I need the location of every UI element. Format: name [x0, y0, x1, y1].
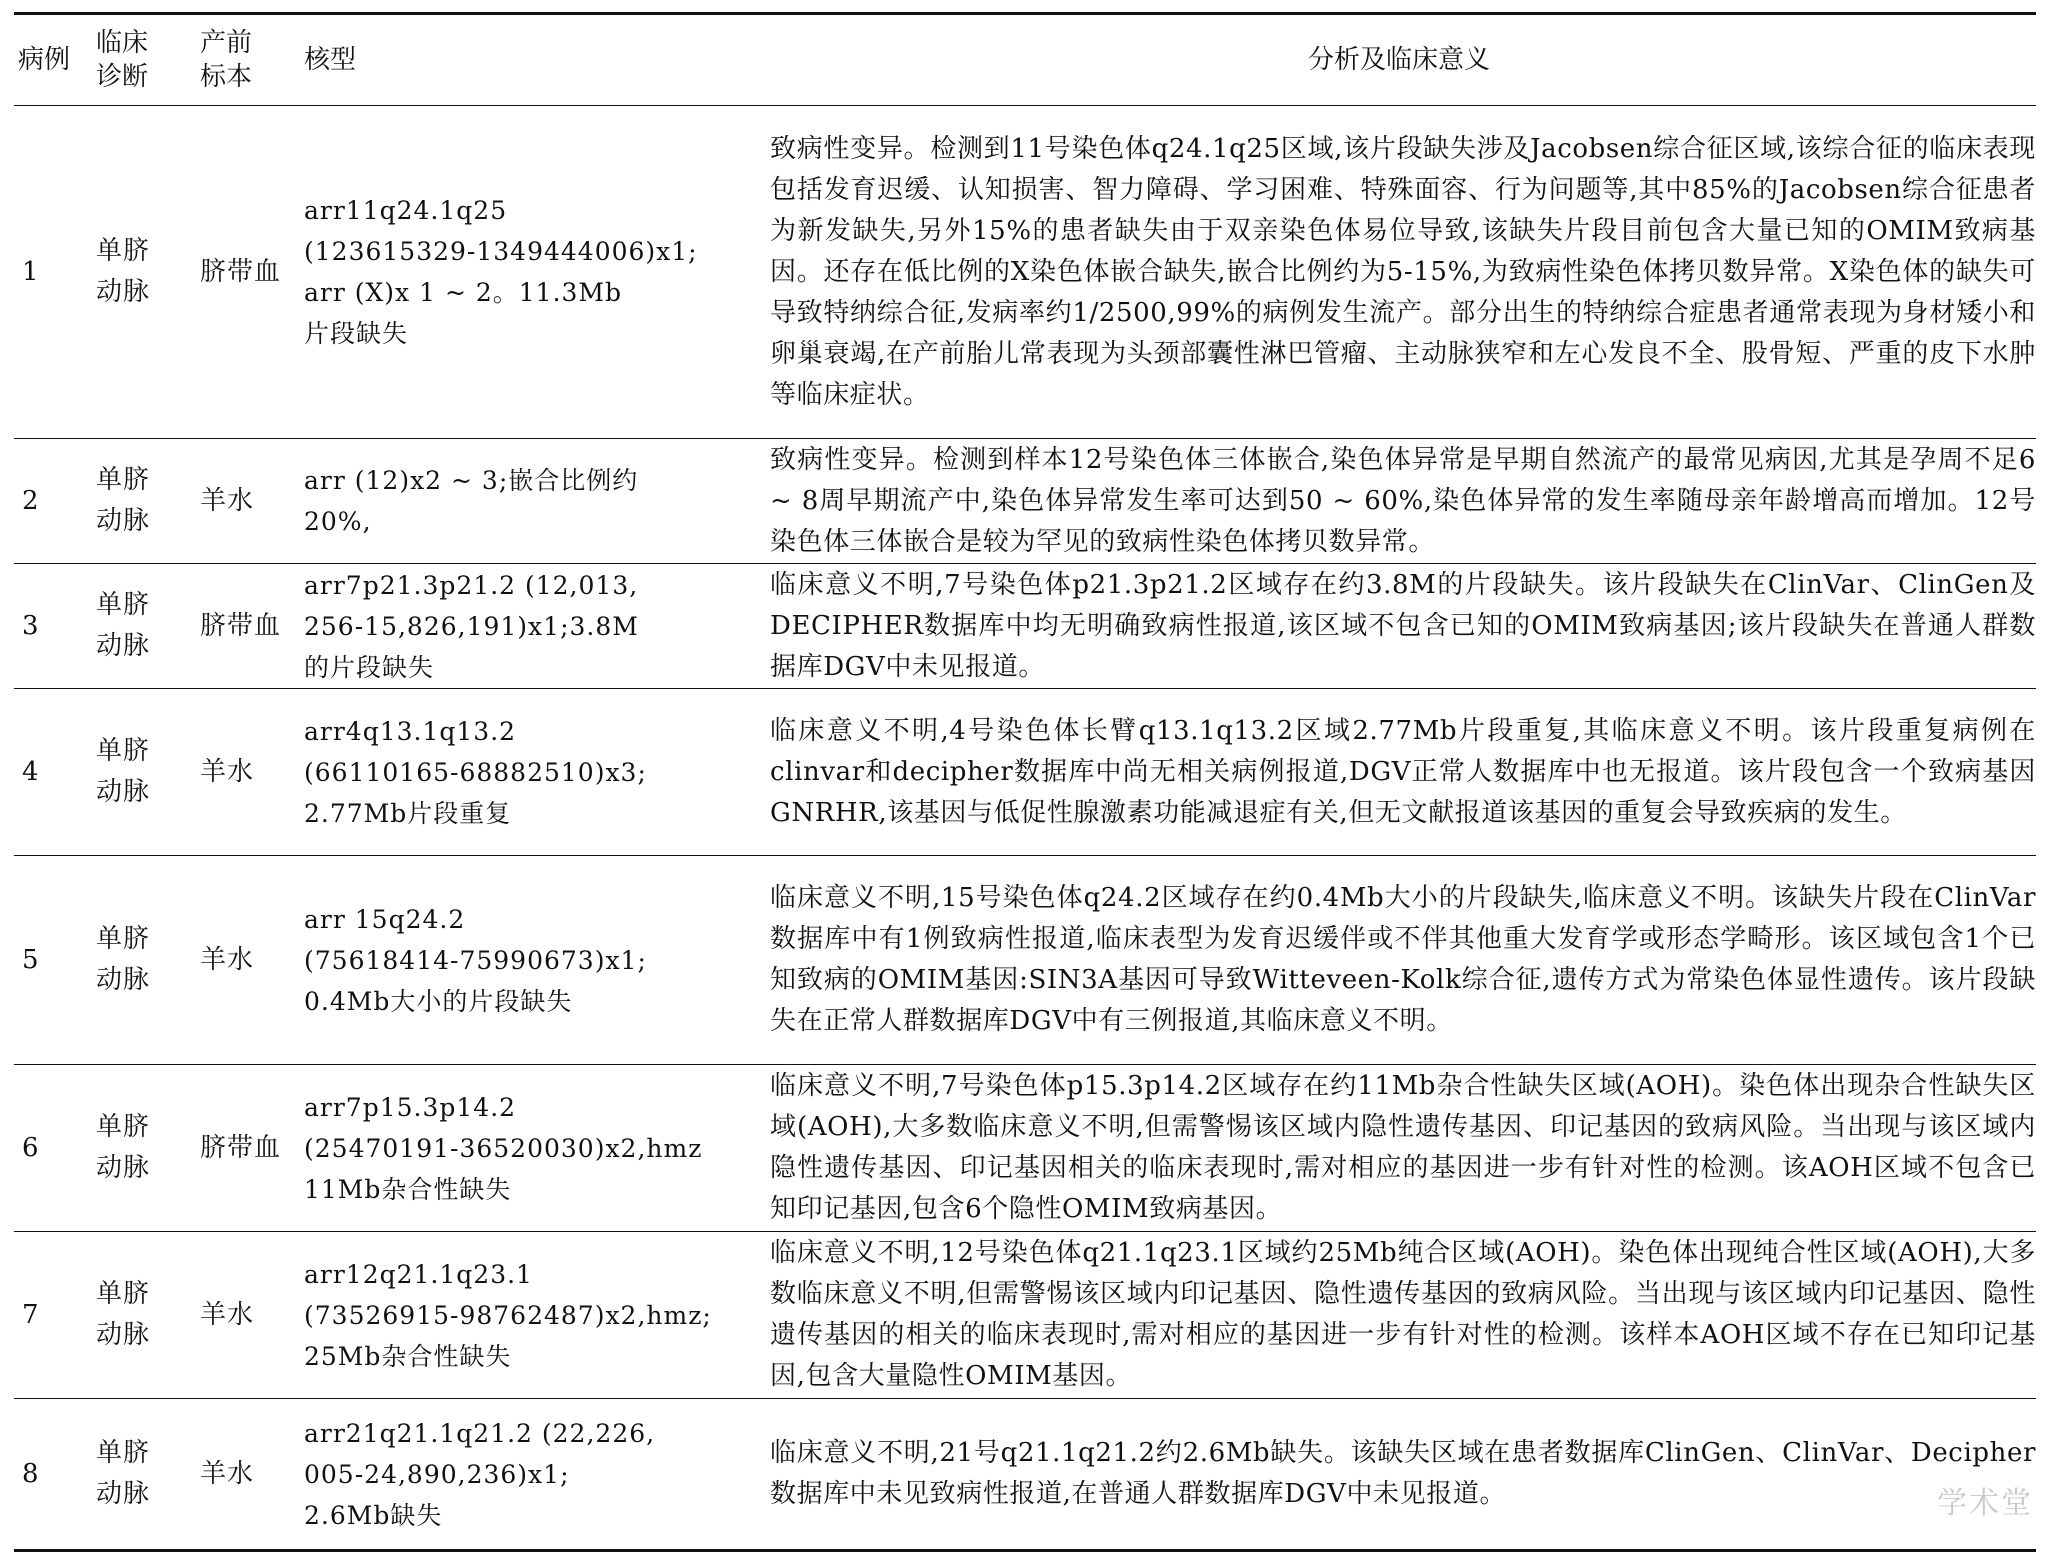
- table-row: [14, 1399, 2036, 1551]
- header-karyotype: 核型: [304, 45, 357, 75]
- header-specimen: 产前 标本: [200, 28, 253, 92]
- table-row: [14, 1065, 2036, 1232]
- cell-case: 5: [22, 944, 39, 975]
- cell-analysis: 致病性变异。检测到11号染色体q24.1q25区域,该片段缺失涉及Jacobsen综合征区域,该综合征的临床表现包括发育迟缓、认知损害、智力障碍、学习困难、特殊面容、行为问题等,其中85%的Jacobsen综合征患者为新发缺失,另外15%的患者缺失由于双亲染色体易位导致,该缺失片段目前包含大量已知的OMIM致病基因。还存在低比例的X染色体嵌合缺失,嵌合比例约为5-15%,为致病性染色体拷贝数异常。X染色体的缺失可导致特纳综合征,发病率约1/2500,99%的病例发生流产。部分出生的特纳综合症患者通常表现为身材矮小和卵巢衰竭,在产前胎儿常表现为头颈部囊性淋巴管瘤、主动脉狭窄和左心发良不全、股骨短、严重的皮下水肿等临床症状。: [770, 133, 2036, 410]
- cell-diagnosis: 单脐 动脉: [96, 465, 151, 536]
- table-row: [14, 564, 2036, 689]
- table-row: [14, 856, 2036, 1065]
- cell-case: 7: [22, 1299, 39, 1330]
- table-row: [14, 1232, 2036, 1399]
- table-row: [14, 106, 2036, 439]
- cell-karyotype: arr7p21.3p21.2 (12,013, 256-15,826,191)x1;3.8M 的片段缺失: [304, 570, 639, 682]
- table-row: [14, 439, 2036, 564]
- cell-case: 8: [22, 1458, 39, 1489]
- cell-specimen: 脐带血: [200, 256, 282, 287]
- table-container: [14, 12, 2036, 1552]
- header-row: [14, 14, 2036, 106]
- cell-specimen: 脐带血: [200, 1132, 282, 1163]
- cell-karyotype: arr 15q24.2 (75618414-75990673)x1; 0.4Mb大小的片段缺失: [304, 904, 647, 1016]
- header-diagnosis: 临床 诊断: [96, 28, 149, 92]
- header-analysis: 分析及临床意义: [1307, 45, 1490, 75]
- cell-diagnosis: 单脐 动脉: [96, 736, 151, 807]
- cell-case: 3: [22, 610, 39, 641]
- cell-diagnosis: 单脐 动脉: [96, 236, 151, 307]
- table-body: [14, 106, 2036, 1551]
- cell-diagnosis: 单脐 动脉: [96, 1279, 151, 1350]
- table-row: [14, 689, 2036, 856]
- results-table: [14, 12, 2036, 1552]
- cell-diagnosis: 单脐 动脉: [96, 1112, 151, 1183]
- cell-case: 4: [22, 756, 39, 787]
- cell-karyotype: arr7p15.3p14.2 (25470191-36520030)x2,hmz 11Mb杂合性缺失: [304, 1092, 703, 1204]
- cell-diagnosis: 单脐 动脉: [96, 1438, 151, 1509]
- cell-diagnosis: 单脐 动脉: [96, 924, 151, 995]
- cell-analysis: 临床意义不明,7号染色体p21.3p21.2区域存在约3.8M的片段缺失。该片段缺失在ClinVar、ClinGen及DECIPHER数据库中均无明确致病性报道,该区域不包含已知的OMIM致病基因;该片段缺失在普通人群数据库DGV中未见报道。: [770, 569, 2036, 682]
- table-header: [14, 14, 2036, 106]
- cell-karyotype: arr12q21.1q23.1 (73526915-98762487)x2,hmz; 25Mb杂合性缺失: [304, 1259, 712, 1371]
- cell-analysis: 临床意义不明,12号染色体q21.1q23.1区域约25Mb纯合区域(AOH)。染色体出现纯合性区域(AOH),大多数临床意义不明,但需警惕该区域内印记基因、隐性遗传基因的致病风险。当出现与该区域内印记基因、隐性遗传基因的相关的临床表现时,需对相应的基因进一步有针对性的检测。该样本AOH区域不存在已知印记基因,包含大量隐性OMIM基因。: [770, 1238, 2036, 1391]
- cell-karyotype: arr4q13.1q13.2 (66110165-68882510)x3; 2.77Mb片段重复: [304, 716, 647, 828]
- cell-specimen: 羊水: [200, 944, 255, 975]
- cell-analysis: 临床意义不明,15号染色体q24.2区域存在约0.4Mb大小的片段缺失,临床意义不明。该缺失片段在ClinVar数据库中有1例致病性报道,临床表型为发育迟缓伴或不伴其他重大发育学或形态学畸形。该区域包含1个已知致病的OMIM基因:SIN3A基因可导致Witteveen-Kolk综合征,遗传方式为常染色体显性遗传。该片段缺失在正常人群数据库DGV中有三例报道,其临床意义不明。: [770, 883, 2036, 1036]
- header-case: 病例: [18, 45, 71, 75]
- cell-analysis: 临床意义不明,4号染色体长臂q13.1q13.2区域2.77Mb片段重复,其临床意义不明。该片段重复病例在clinvar和decipher数据库中尚无相关病例报道,DGV正常人数据库中也无报道。该片段包含一个致病基因GNRHR,该基因与低促性腺激素功能减退症有关,但无文献报道该基因的重复会导致疾病的发生。: [770, 715, 2036, 828]
- cell-analysis: 临床意义不明,7号染色体p15.3p14.2区域存在约11Mb杂合性缺失区域(AOH)。染色体出现杂合性缺失区域(AOH),大多数临床意义不明,但需警惕该区域内隐性遗传基因、印记基因的致病风险。当出现与该区域内隐性遗传基因、印记基因相关的临床表现时,需对相应的基因进一步有针对性的检测。该AOH区域不包含已知印记基因,包含6个隐性OMIM致病基因。: [770, 1071, 2036, 1224]
- cell-case: 1: [22, 256, 39, 287]
- cell-specimen: 羊水: [200, 1458, 255, 1489]
- cell-karyotype: arr (12)x2 ~ 3;嵌合比例约 20%,: [304, 466, 639, 536]
- cell-karyotype: arr21q21.1q21.2 (22,226, 005-24,890,236)x1; 2.6Mb缺失: [304, 1418, 656, 1530]
- cell-specimen: 羊水: [200, 1299, 255, 1330]
- cell-analysis: 致病性变异。检测到样本12号染色体三体嵌合,染色体异常是早期自然流产的最常见病因,尤其是孕周不足6 ~ 8周早期流产中,染色体异常发生率可达到50 ~ 60%,染色体异常的发生率随母亲年龄增高而增加。12号染色体三体嵌合是较为罕见的致病性染色体拷贝数异常。: [770, 444, 2036, 557]
- cell-case: 6: [22, 1132, 39, 1163]
- cell-karyotype: arr11q24.1q25 (123615329-1349444006)x1; arr (X)x 1 ~ 2。11.3Mb 片段缺失: [304, 196, 698, 348]
- cell-analysis: 临床意义不明,21号q21.1q21.2约2.6Mb缺失。该缺失区域在患者数据库ClinGen、ClinVar、Decipher数据库中未见致病性报道,在普通人群数据库DGV中未见报道。: [770, 1438, 2036, 1509]
- cell-case: 2: [22, 485, 39, 516]
- watermark-logo: 学术堂: [1937, 1486, 2033, 1521]
- cell-specimen: 羊水: [200, 756, 255, 787]
- cell-specimen: 羊水: [200, 485, 255, 516]
- cell-diagnosis: 单脐 动脉: [96, 590, 151, 661]
- cell-specimen: 脐带血: [200, 610, 282, 641]
